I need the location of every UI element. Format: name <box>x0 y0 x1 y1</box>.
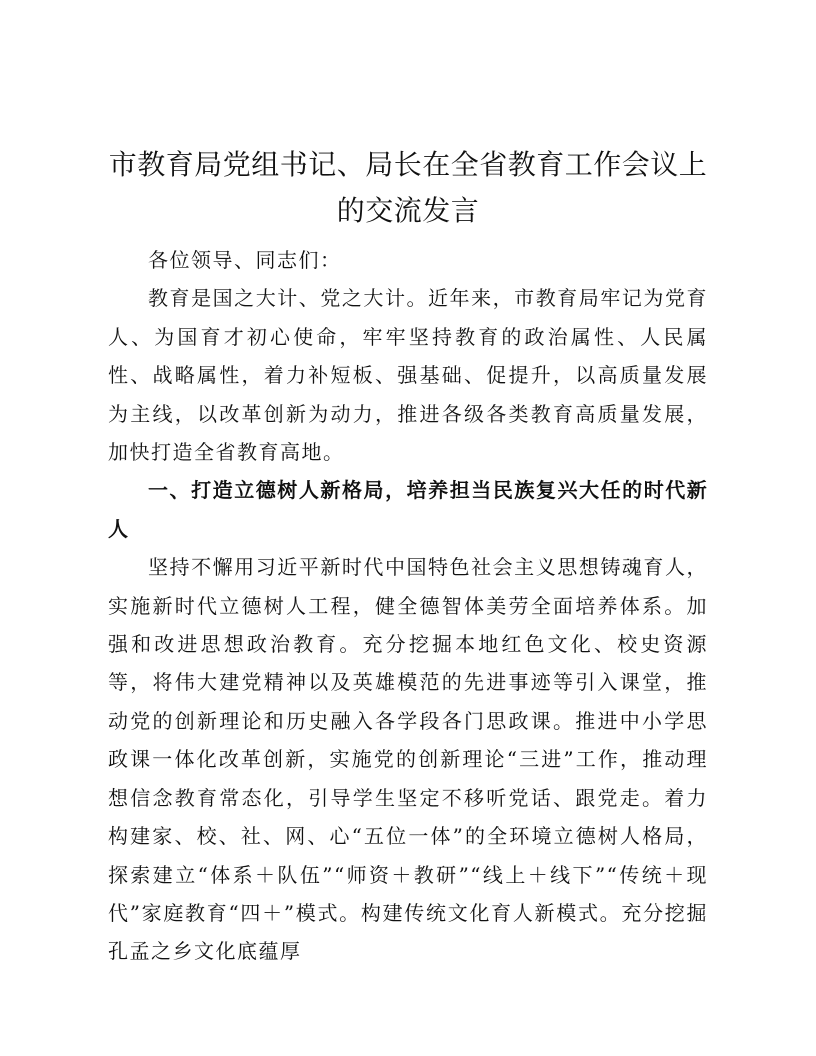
section-body-1: 坚持不懈用习近平新时代中国特色社会主义思想铸魂育人，实施新时代立德树人工程，健全德智体美劳全面培养体系。加强和改进思想政治教育。充分挖掘本地红色文化、校史资源等，将伟大建党精神以及英雄模范的先进事迹等引入课堂，推动党的创新理论和历史融入各学段各门思政课。推进中小学思政课一体化改革创新，实施党的创新理论“三进”工作，推动理想信念教育常态化，引导学生坚定不移听党话、跟党走。着力构建家、校、社、网、心“五位一体”的全环境立德树人格局，探索建立“体系＋队伍”“师资＋教研”“线上＋线下”“传统＋现代”家庭教育“四＋”模式。构建传统文化育人新模式。充分挖掘孔孟之乡文化底蕴厚 <box>108 555 708 964</box>
salutation: 各位领导、同志们： <box>148 248 342 272</box>
document-title: 市教育局党组书记、局长在全省教育工作会议上的交流发言 <box>108 148 708 227</box>
section-heading-1: 一、打造立德树人新格局，培养担当民族复兴大任的时代新人 <box>108 478 708 541</box>
intro-paragraph: 教育是国之大计、党之大计。近年来，市教育局牢记为党育人、为国育才初心使命，牢牢坚持教育的政治属性、人民属性、战略属性，着力补短板、强基础、促提升，以高质量发展为主线，以改革创新为动力，推进各级各类教育高质量发展，加快打造全省教育高地。 <box>108 286 708 465</box>
document-body <box>108 241 708 971</box>
